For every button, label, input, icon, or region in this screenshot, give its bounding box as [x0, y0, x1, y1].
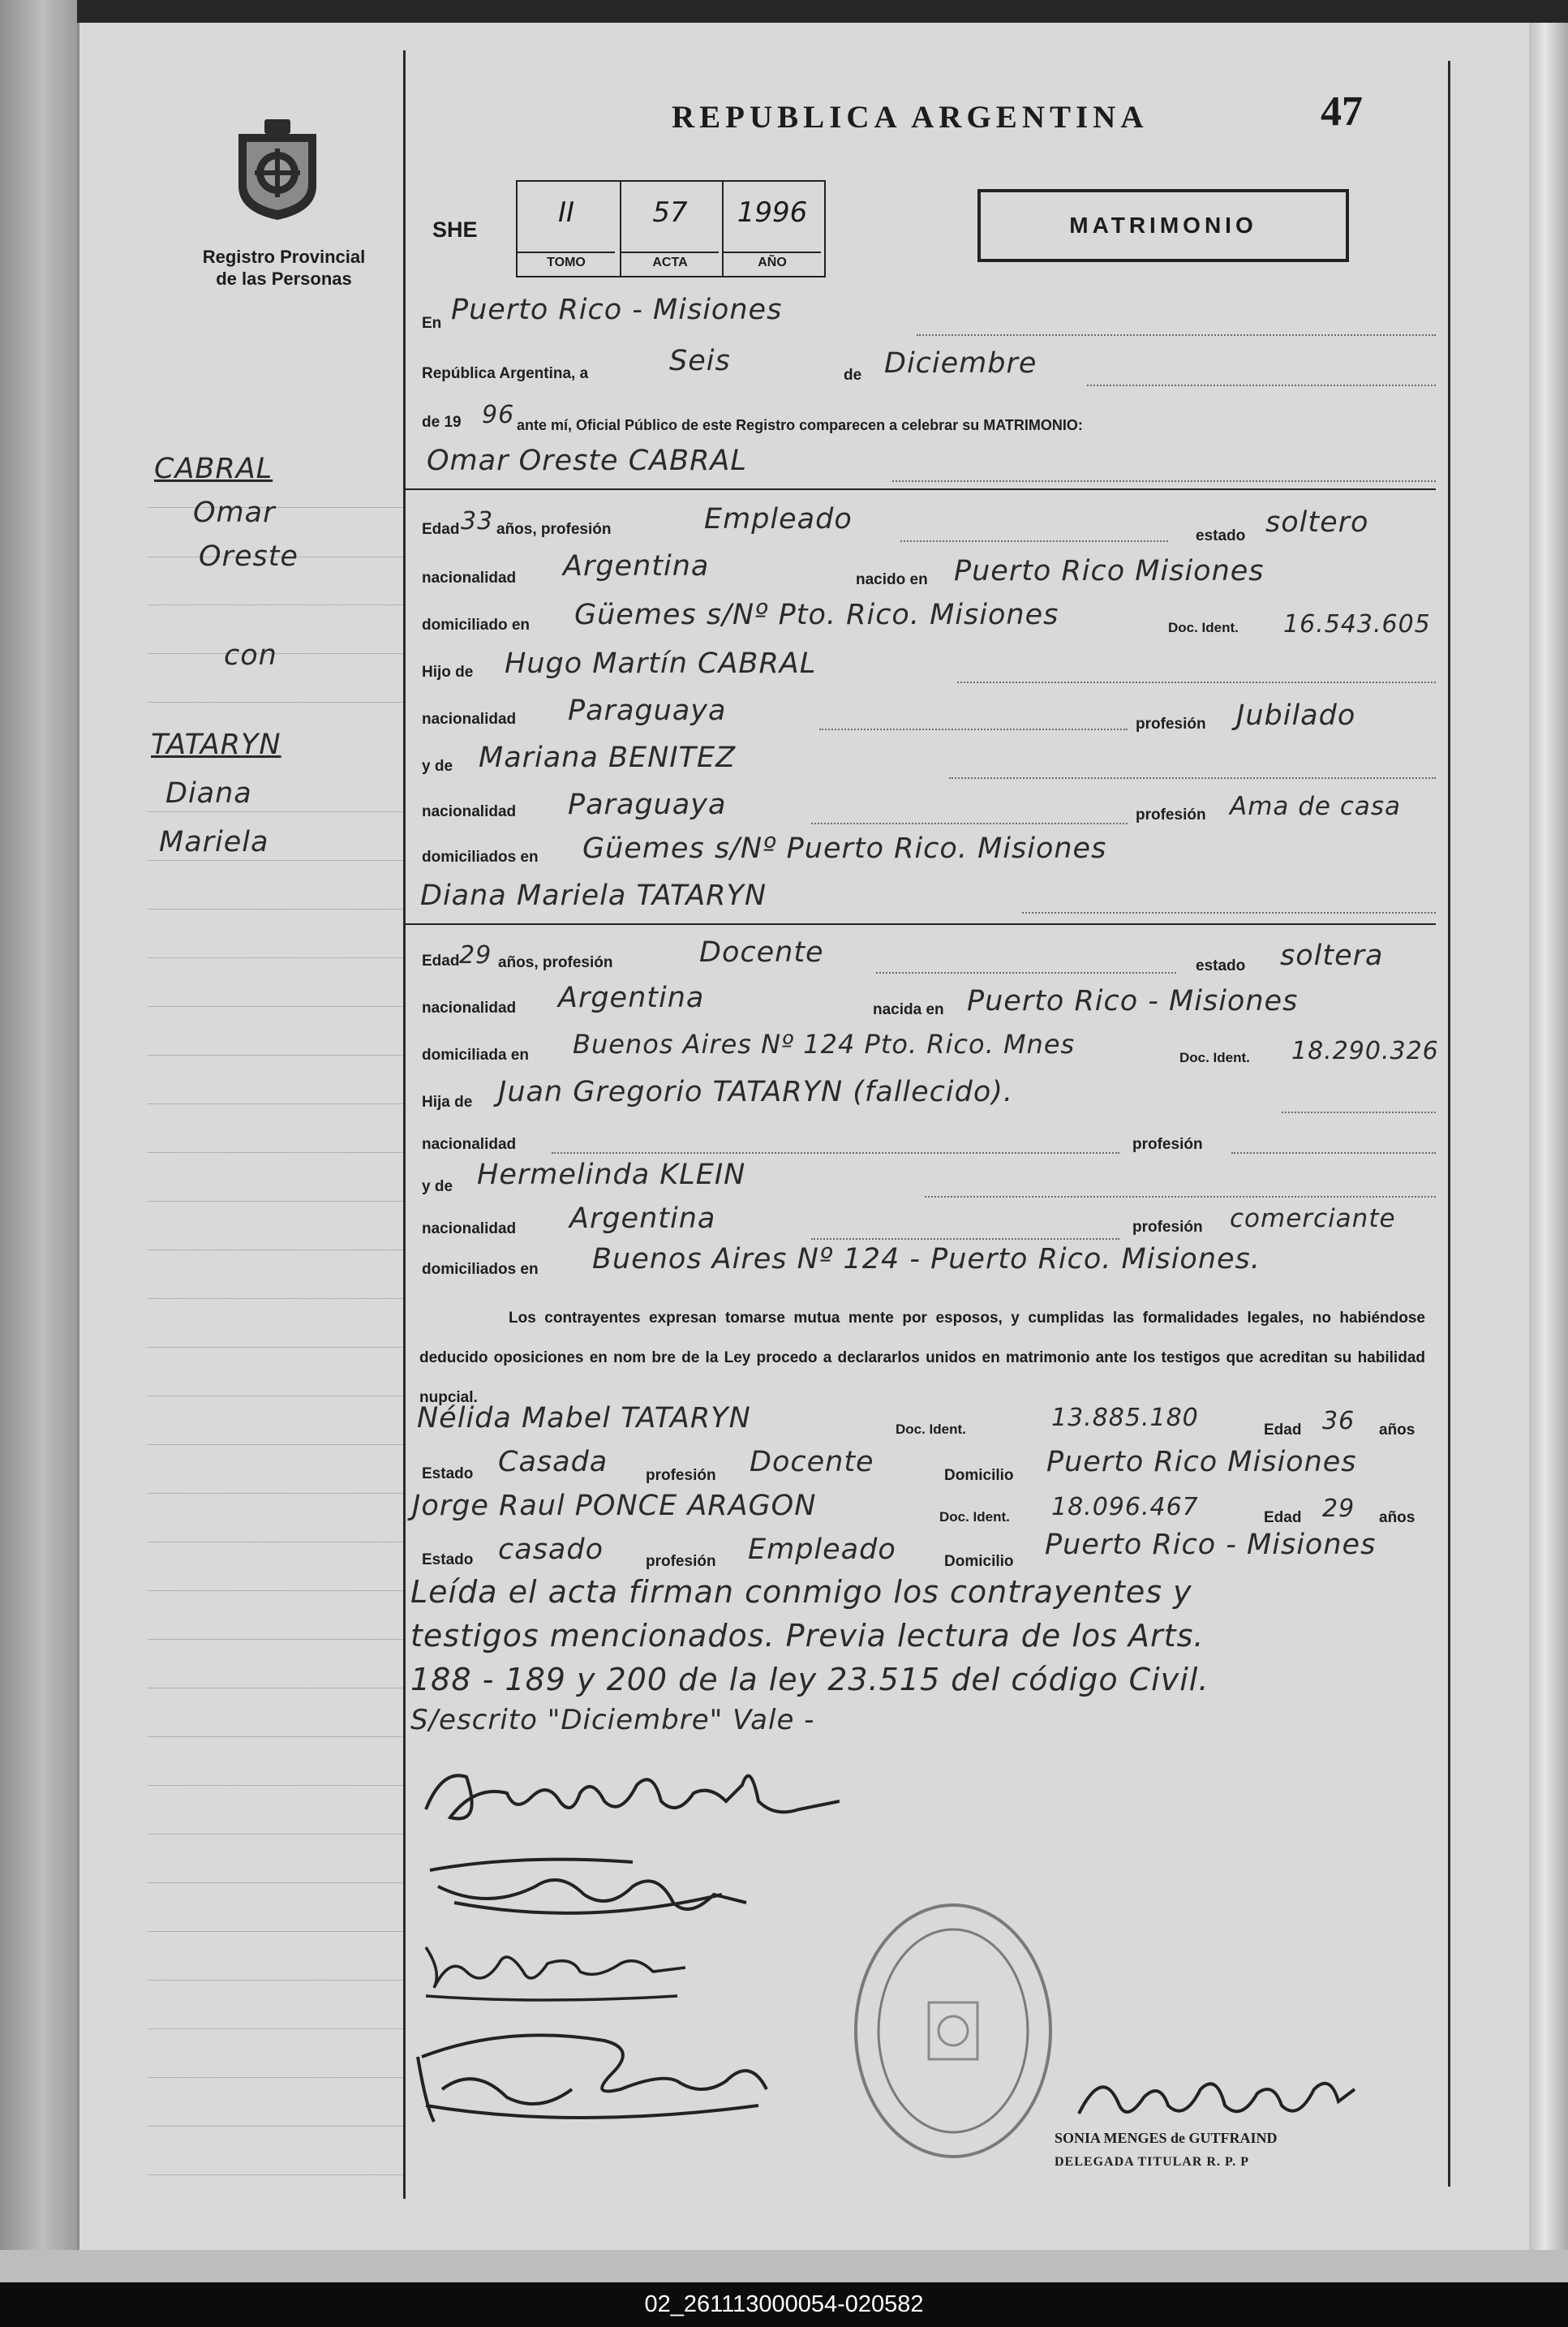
witness2-address: Puerto Rico - Misiones — [1045, 1529, 1377, 1561]
witness2-estado-label: Estado — [422, 1551, 474, 1568]
day-value: Seis — [669, 345, 731, 377]
witness2-age: 29 — [1322, 1495, 1355, 1523]
ano-value: 1996 — [737, 196, 808, 229]
groom-nacionalidad-label: nacionalidad — [422, 570, 517, 587]
groom-estado: soltero — [1265, 506, 1369, 539]
bride-father: Juan Gregorio TATARYN (fallecido). — [498, 1076, 1014, 1108]
bride-mother-profession: comerciante — [1230, 1204, 1396, 1233]
groom-mother-profession: Ama de casa — [1230, 792, 1402, 821]
margin-name-3: Diana — [165, 777, 252, 810]
groom-doc: 16.543.605 — [1283, 610, 1431, 639]
margin-surname-2: TATARYN — [151, 729, 281, 761]
witness1-profession: Docente — [750, 1446, 874, 1478]
witness1-signature — [418, 1923, 694, 2012]
registry-seal-icon — [229, 116, 326, 222]
witness2-estado: casado — [498, 1533, 604, 1566]
bride-name: Diana Mariela TATARYN — [420, 880, 767, 912]
closing-line-1: Leída el acta firman conmigo los contrayentes y — [410, 1574, 1192, 1610]
groom-profession: Empleado — [704, 503, 853, 536]
year-suffix: 96 — [482, 401, 515, 429]
witness1-doc: 13.885.180 — [1051, 1404, 1199, 1432]
groom-birthplace: Puerto Rico Misiones — [954, 555, 1265, 587]
margin-name-2: Oreste — [199, 540, 299, 573]
officer-title: DELEGADA TITULAR R. P. P — [1055, 2155, 1250, 2169]
bride-mother: Hermelinda KLEIN — [477, 1159, 746, 1191]
year-prefix: de 19 — [422, 414, 462, 431]
bride-doc: 18.290.326 — [1291, 1037, 1439, 1065]
de-label: de — [844, 367, 862, 384]
page-bottom-edge — [0, 2250, 1568, 2282]
bride-mother-nationality: Argentina — [569, 1202, 716, 1235]
image-caption: 02_261113000054-020582 — [644, 2291, 924, 2317]
witness2-profesion-label: profesión — [646, 1553, 716, 1570]
bride-estado: soltera — [1280, 940, 1384, 972]
witness2-domicilio-label: Domicilio — [944, 1553, 1014, 1570]
margin-rule — [403, 50, 406, 2199]
margin-surname-1: CABRAL — [154, 453, 273, 485]
bride-hija-label: Hija de — [422, 1094, 473, 1111]
registry-name — [174, 246, 393, 290]
groom-estado-label: estado — [1196, 527, 1246, 544]
book-binding — [0, 0, 77, 2256]
groom-name: Omar Oreste CABRAL — [427, 445, 747, 477]
witness1-domicilio-label: Domicilio — [944, 1467, 1014, 1484]
page-stack-edge — [1529, 23, 1568, 2250]
groom-domiciliados-label: domiciliados en — [422, 849, 539, 866]
groom-father-profesion-label: profesión — [1136, 716, 1206, 733]
she-code: SHE — [432, 217, 478, 242]
groom-mother-profesion-label: profesión — [1136, 806, 1206, 824]
groom-mother-nacionalidad-label: nacionalidad — [422, 803, 517, 820]
margin-name-4: Mariela — [159, 826, 269, 858]
witness2-anos-label: años — [1379, 1509, 1415, 1526]
tomo-label: TOMO — [518, 252, 615, 270]
witness2-edad-label: Edad — [1264, 1509, 1302, 1526]
page-number: 47 — [1321, 88, 1363, 135]
groom-yde-label: y de — [422, 758, 453, 775]
bride-birthplace: Puerto Rico - Misiones — [967, 985, 1299, 1017]
country-title: REPUBLICA ARGENTINA — [672, 100, 1149, 135]
groom-doc-label: Doc. Ident. — [1168, 620, 1239, 635]
registry-line-1: Registro Provincial — [202, 247, 366, 267]
bride-domiciliada-label: domiciliada en — [422, 1047, 529, 1064]
declaration-text: Los contrayentes expresan tomarse mutua mente por esposos, y cumplidas las formalidades legales, no habiéndose deducido oposiciones en nom bre de la Ley procedo a declararlos unidos en matrimonio ante los testigos que acreditan su habilidad nupcial. — [419, 1310, 1425, 1406]
witness1-name: Nélida Mabel TATARYN — [417, 1402, 751, 1434]
scanner-top-edge — [0, 0, 1568, 24]
witness1-doc-label: Doc. Ident. — [896, 1422, 966, 1437]
official-stamp-icon — [848, 1897, 1059, 2165]
groom-mother: Mariana BENITEZ — [479, 742, 737, 774]
bride-edad-label: Edad — [422, 953, 460, 970]
bride-doc-label: Doc. Ident. — [1179, 1050, 1250, 1065]
ano-label: AÑO — [724, 252, 821, 270]
bride-anos-profesion-label: años, profesión — [498, 954, 613, 971]
republica-label: República Argentina, a — [422, 365, 589, 382]
acta-label: ACTA — [621, 252, 719, 270]
witness1-profesion-label: profesión — [646, 1467, 716, 1484]
registry-line-2: de las Personas — [216, 269, 352, 289]
bride-yde-label: y de — [422, 1178, 453, 1195]
bride-estado-label: estado — [1196, 957, 1246, 974]
bride-father-profesion-label: profesión — [1132, 1136, 1203, 1153]
groom-mother-nationality: Paraguaya — [568, 789, 727, 821]
bride-age: 29 — [459, 941, 492, 970]
bride-signature — [422, 1838, 763, 1927]
groom-signature — [418, 1736, 840, 1842]
groom-hijo-label: Hijo de — [422, 664, 474, 681]
place-value: Puerto Rico - Misiones — [451, 294, 783, 326]
bride-father-nacionalidad-label: nacionalidad — [422, 1136, 517, 1153]
right-rule — [1448, 61, 1450, 2187]
groom-father-nacionalidad-label: nacionalidad — [422, 711, 517, 728]
bride-domiciliados-label: domiciliados en — [422, 1261, 539, 1278]
closing-line-3: 188 - 189 y 200 de la ley 23.515 del código Civil. — [410, 1662, 1209, 1697]
bride-profession: Docente — [699, 936, 824, 969]
groom-father-nationality: Paraguaya — [568, 695, 727, 727]
witness1-estado: Casada — [498, 1446, 608, 1478]
officer-name: SONIA MENGES de GUTFRAIND — [1055, 2130, 1278, 2146]
margin-name-1: Omar — [193, 497, 276, 529]
witness1-address: Puerto Rico Misiones — [1046, 1446, 1357, 1478]
witness1-estado-label: Estado — [422, 1465, 474, 1482]
officer-signature — [1071, 2057, 1363, 2130]
witness2-profession: Empleado — [748, 1533, 896, 1566]
closing-line-2: testigos mencionados. Previa lectura de los Arts. — [410, 1618, 1205, 1654]
document-type-box: MATRIMONIO — [977, 189, 1349, 262]
acta-value: 57 — [652, 196, 688, 229]
witness1-age: 36 — [1322, 1407, 1355, 1435]
witness1-anos-label: años — [1379, 1422, 1415, 1439]
bride-parents-address: Buenos Aires Nº 124 - Puerto Rico. Misiones. — [592, 1243, 1261, 1275]
closing-line-4: S/escrito "Diciembre" Vale - — [410, 1704, 815, 1736]
bride-mother-nacionalidad-label: nacionalidad — [422, 1220, 517, 1237]
tomo-value: II — [557, 196, 575, 229]
groom-nacido-label: nacido en — [856, 571, 928, 588]
comparecen-text: ante mí, Oficial Público de este Registro comparecen a celebrar su MATRIMONIO: — [517, 417, 1083, 433]
witness1-edad-label: Edad — [1264, 1422, 1302, 1439]
bride-nacida-label: nacida en — [873, 1001, 944, 1018]
witness2-doc-label: Doc. Ident. — [939, 1509, 1010, 1525]
witness2-doc: 18.096.467 — [1051, 1493, 1199, 1521]
month-value: Diciembre — [884, 347, 1037, 380]
groom-father: Hugo Martín CABRAL — [505, 647, 817, 680]
witness2-signature — [410, 2008, 783, 2130]
margin-con: con — [224, 639, 277, 672]
groom-age: 33 — [461, 507, 494, 536]
bride-nationality: Argentina — [558, 982, 705, 1014]
bride-mother-profesion-label: profesión — [1132, 1219, 1203, 1236]
witness2-name: Jorge Raul PONCE ARAGON — [412, 1490, 817, 1522]
register-page — [77, 23, 1531, 2250]
en-label: En — [422, 315, 442, 332]
reference-box — [516, 180, 826, 277]
groom-address: Güemes s/Nº Pto. Rico. Misiones — [574, 599, 1059, 631]
groom-father-profession: Jubilado — [1236, 699, 1356, 732]
bride-address: Buenos Aires Nº 124 Pto. Rico. Mnes — [573, 1029, 1076, 1060]
groom-anos-profesion-label: años, profesión — [496, 521, 612, 538]
groom-domiciliado-label: domiciliado en — [422, 617, 531, 634]
bride-nacionalidad-label: nacionalidad — [422, 1000, 517, 1017]
groom-edad-label: Edad — [422, 521, 460, 538]
groom-parents-address: Güemes s/Nº Puerto Rico. Misiones — [582, 832, 1107, 865]
groom-nationality: Argentina — [563, 550, 710, 583]
